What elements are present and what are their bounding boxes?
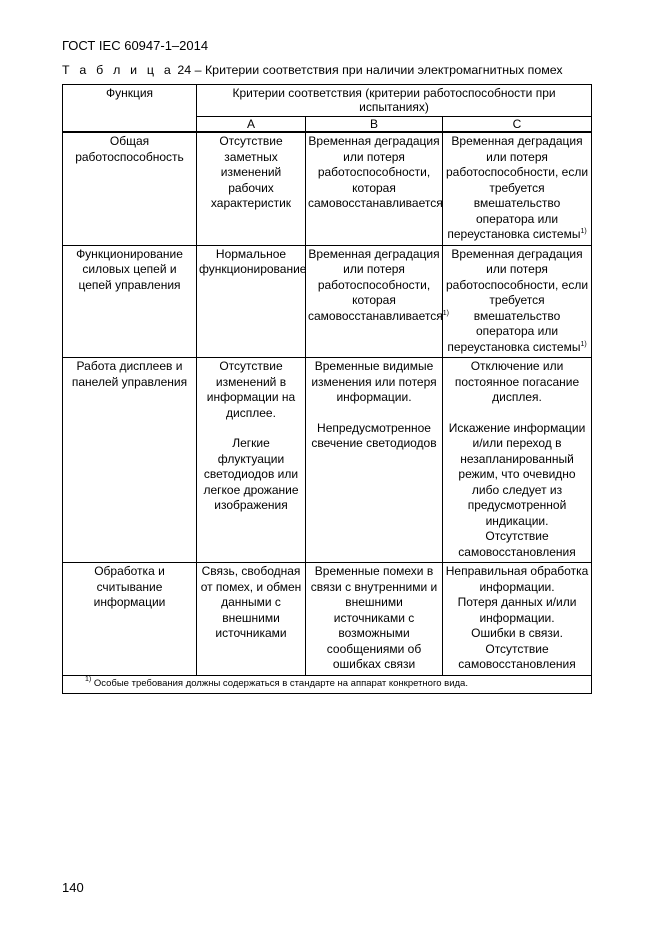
criterion-text: Связь, свободная от помех, и обмен данными с внешними источниками xyxy=(200,564,302,640)
paragraph-gap xyxy=(445,406,589,421)
paragraph-gap xyxy=(199,421,303,436)
function-cell xyxy=(63,358,197,563)
criterion-text: Временные помехи в связи с внутренними и внешними источниками с возможными сообщениями об ошибках связи xyxy=(310,564,438,671)
paragraph-gap xyxy=(308,406,440,421)
criterion-a-cell xyxy=(197,358,306,563)
criterion-text: Временная деградация или потеря работоспособности, если требуется вмешательство оператора или переустановка системы xyxy=(445,246,589,354)
criterion-text: Нормальное функционирование xyxy=(199,246,307,276)
footnote-row xyxy=(63,675,592,693)
footnote-ref: 1) xyxy=(442,309,449,317)
column-header-function: Функция xyxy=(63,85,197,133)
criterion-text: Отсутствие самовосстановления xyxy=(458,529,576,559)
column-header-b: B xyxy=(306,117,443,133)
footnote-cell xyxy=(63,675,592,693)
function-text: Работа дисплеев и панелей управления xyxy=(71,359,188,389)
criterion-a-cell xyxy=(197,563,306,676)
criterion-text: Неправильная обработка информации. xyxy=(445,564,589,594)
criterion-text: Непредусмотренное свечение светодиодов xyxy=(311,420,437,450)
criterion-text: Искажение информации и/или переход в незапланированный режим, что очевидно либо следует из предусмотренной индикации. xyxy=(448,420,586,528)
criterion-text: Легкие флуктуации светодиодов или легкое дрожание изображения xyxy=(203,436,299,512)
criterion-b-cell xyxy=(306,132,443,245)
document-header: ГОСТ IEC 60947-1–2014 xyxy=(62,38,209,53)
criterion-b-cell xyxy=(306,245,449,358)
table-caption-text: 24 – Критерии соответствия при наличии электромагнитных помех xyxy=(173,63,563,77)
criterion-c-cell xyxy=(443,563,592,676)
footnote-ref: 1) xyxy=(580,340,587,348)
function-cell xyxy=(63,563,197,676)
footnote-ref: 1) xyxy=(580,228,587,235)
table-row xyxy=(63,132,592,245)
criterion-text: Отсутствие самовосстановления xyxy=(458,641,576,671)
criterion-b-cell xyxy=(306,563,443,676)
criterion-b-cell xyxy=(306,358,443,563)
criterion-c-cell xyxy=(443,358,592,563)
criterion-text: Отключение или постоянное погасание дисплея. xyxy=(454,359,580,404)
function-cell xyxy=(63,132,197,245)
criterion-text: Временная деградация или потеря работоспособности, если требуется вмешательство оператора или переустановка системы xyxy=(445,134,589,241)
function-text: Функционирование силовых цепей и цепей управления xyxy=(76,246,183,292)
criterion-text: Временная деградация или потеря работоспособности, которая самовосстанавливается xyxy=(308,246,443,323)
table-row xyxy=(63,563,592,676)
column-header-criteria: Критерии соответствия (критерии работоспособности при испытаниях) xyxy=(197,85,592,117)
footnote-text: Особые требования должны содержаться в стандарте на аппарат конкретного вида. xyxy=(93,677,468,689)
function-cell xyxy=(63,245,197,358)
column-header-a: A xyxy=(197,117,306,133)
criterion-c-cell xyxy=(443,132,592,245)
function-text: Общая работоспособность xyxy=(75,134,184,164)
criterion-text: Потеря данных и/или информации. xyxy=(457,595,577,625)
criterion-a-cell xyxy=(197,132,306,245)
criterion-c-cell xyxy=(443,245,592,358)
table-row xyxy=(63,358,592,563)
criterion-text: Отсутствие изменений в информации на дисплее. xyxy=(206,359,296,420)
page-number: 140 xyxy=(62,880,84,895)
function-text: Обработка и считывание информации xyxy=(93,564,166,609)
criterion-text: Временные видимые изменения или потеря информации. xyxy=(311,359,437,404)
criterion-text: Ошибки в связи. xyxy=(471,626,563,640)
table-row xyxy=(63,245,592,358)
table-caption-label: Т а б л и ц а xyxy=(62,63,174,77)
table-header-row xyxy=(63,85,592,117)
criterion-text: Отсутствие заметных изменений рабочих характеристик xyxy=(210,134,292,210)
table-caption xyxy=(62,63,563,77)
footnote-mark: 1) xyxy=(85,675,92,683)
criteria-table xyxy=(62,84,592,694)
column-header-c: C xyxy=(443,117,592,133)
criterion-a-cell xyxy=(197,245,306,358)
criterion-text: Временная деградация или потеря работоспособности, которая самовосстанавливается xyxy=(308,134,443,210)
